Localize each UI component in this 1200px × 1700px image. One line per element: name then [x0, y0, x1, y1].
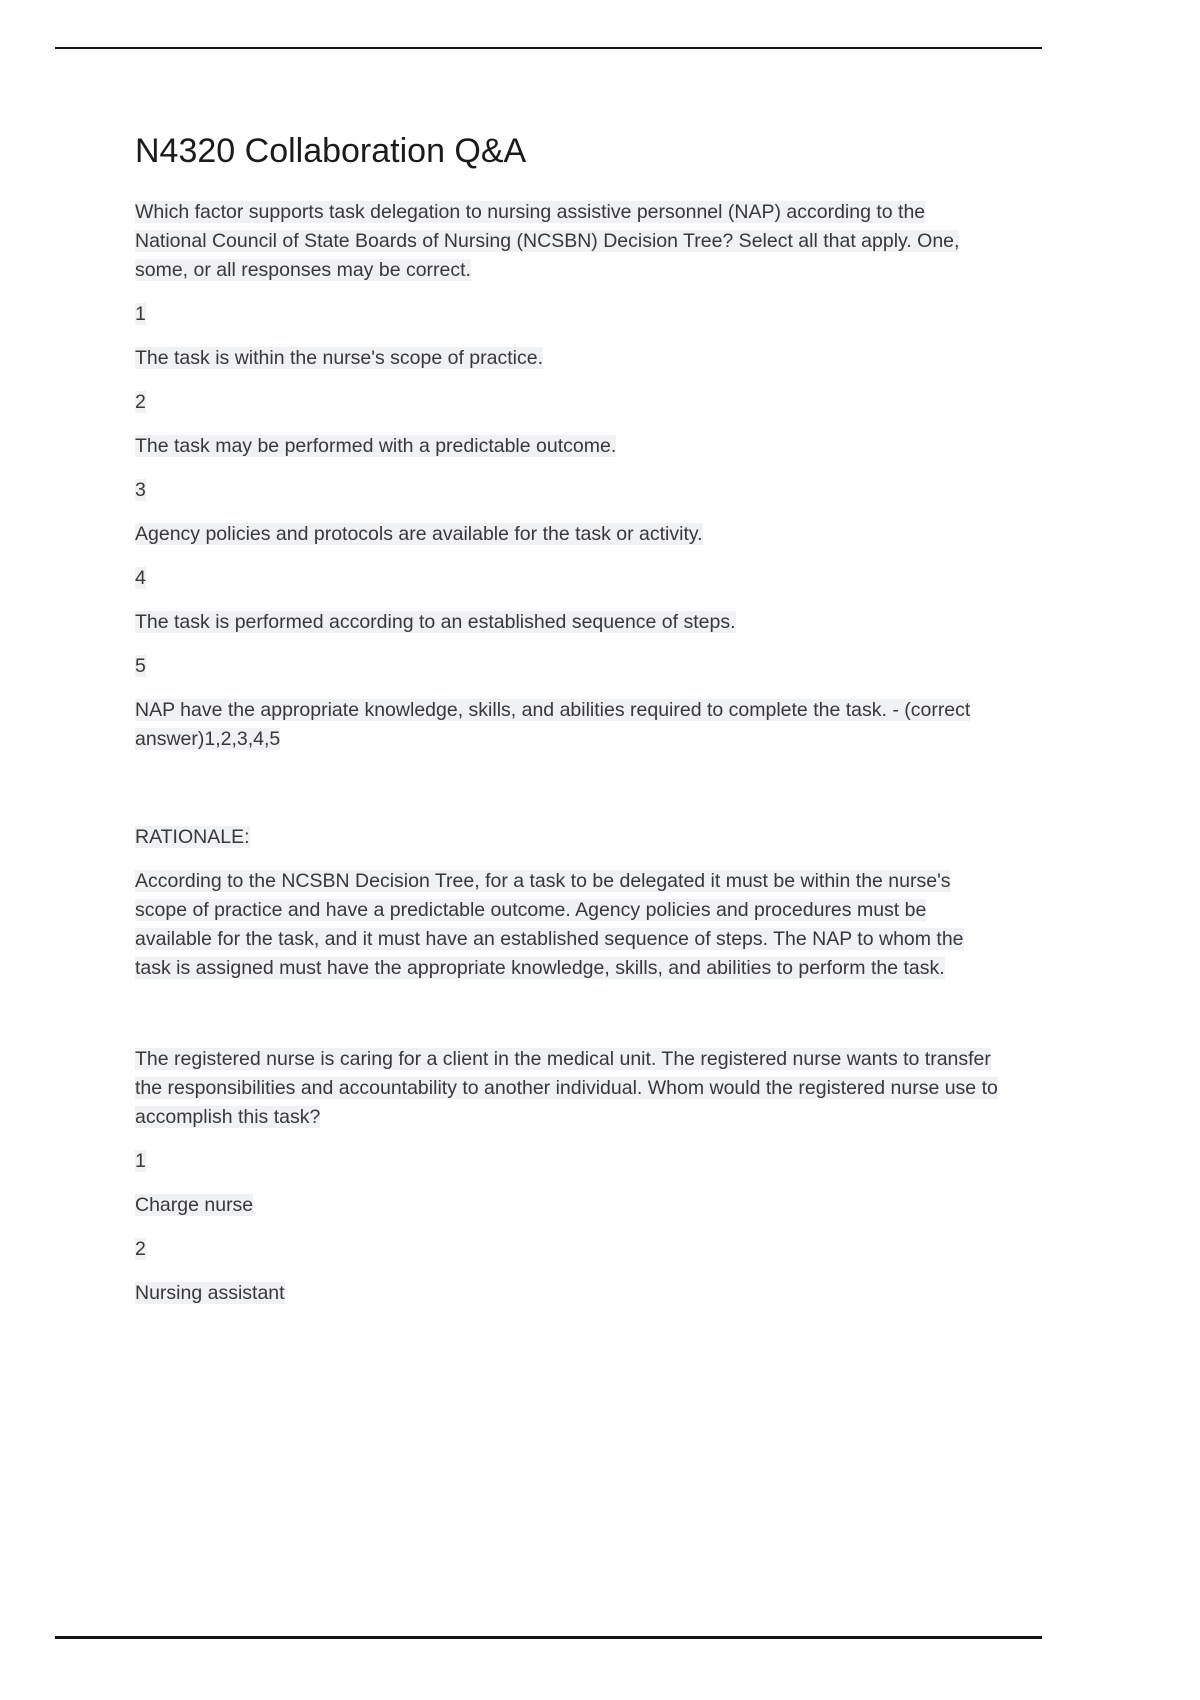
- question-1-option-5-text-with-answer: [135, 696, 1001, 754]
- question-1-prompt-text: Which factor supports task delegation to nursing assistive personnel (NAP) according to the National Council of State Boards of Nursing (NCSBN) Decision Tree? Select all that apply. One, some, or all responses may be correct.: [135, 201, 960, 281]
- option-text: Charge nurse: [135, 1194, 254, 1216]
- question-2-prompt: [135, 1045, 1001, 1132]
- question-1-option-5-number: [135, 652, 1001, 681]
- option-text: The task is within the nurse's scope of practice.: [135, 347, 543, 369]
- option-text: Agency policies and protocols are available for the task or activity.: [135, 523, 703, 545]
- rationale-label-text: RATIONALE:: [135, 826, 250, 848]
- option-text: The task is performed according to an established sequence of steps.: [135, 611, 736, 633]
- option-text: Nursing assistant: [135, 1282, 285, 1304]
- section-spacer: [135, 998, 1001, 1045]
- option-number: 1: [135, 1150, 146, 1172]
- question-2-option-1-number: [135, 1147, 1001, 1176]
- question-1-option-2-number: [135, 388, 1001, 417]
- option-text: The task may be performed with a predictable outcome.: [135, 435, 617, 457]
- option-number: 2: [135, 1238, 146, 1260]
- rationale-label: [135, 823, 1001, 852]
- question-2-prompt-text: The registered nurse is caring for a client in the medical unit. The registered nurse wants to transfer the responsibilities and accountability to another individual. Whom would the registered nurse use to accomplish this task?: [135, 1048, 998, 1128]
- question-1-option-2-text: [135, 432, 1001, 461]
- question-1-option-4-text: [135, 608, 1001, 637]
- question-1-prompt: [135, 198, 1001, 285]
- option-number: 5: [135, 655, 146, 677]
- question-2-option-2-number: [135, 1235, 1001, 1264]
- bottom-divider: [55, 1636, 1042, 1639]
- option-number: 4: [135, 567, 146, 589]
- rationale-paragraph: [135, 867, 1001, 983]
- question-1-option-4-number: [135, 564, 1001, 593]
- question-1-option-1-number: [135, 300, 1001, 329]
- rationale-paragraph-text: According to the NCSBN Decision Tree, for a task to be delegated it must be within the nurse's scope of practice and have a predictable outcome. Agency policies and procedures must be available for the task, and it must have an established sequence of steps. The NAP to whom the task is assigned must have the appropriate knowledge, skills, and abilities to perform the task.: [135, 870, 964, 979]
- option-number: 1: [135, 303, 146, 325]
- question-1-option-3-text: [135, 520, 1001, 549]
- question-1-option-1-text: [135, 344, 1001, 373]
- option-text-answer: NAP have the appropriate knowledge, skills, and abilities required to complete the task. - (correct answer)1,2,3,4,5: [135, 699, 971, 750]
- document-content: [135, 130, 1001, 1323]
- section-spacer: [135, 769, 1001, 823]
- option-number: 3: [135, 479, 146, 501]
- question-2-option-1-text: [135, 1191, 1001, 1220]
- question-1-option-3-number: [135, 476, 1001, 505]
- top-divider: [55, 47, 1042, 49]
- document-title: N4320 Collaboration Q&A: [135, 132, 527, 170]
- option-number: 2: [135, 391, 146, 413]
- question-2-option-2-text: [135, 1279, 1001, 1308]
